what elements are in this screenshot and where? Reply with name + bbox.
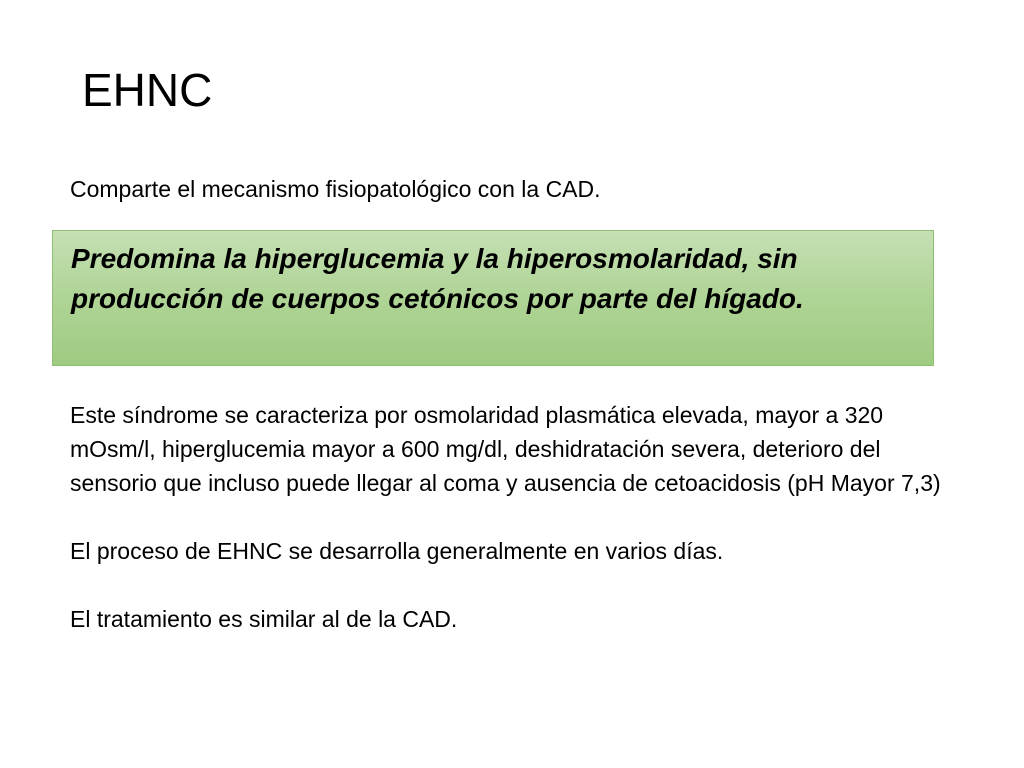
process-duration-text: El proceso de EHNC se desarrolla generalmente en varios días. xyxy=(70,538,724,564)
intro-text: Comparte el mecanismo fisiopatológico con la CAD. xyxy=(70,176,601,202)
body-content xyxy=(70,398,950,636)
slide-title: EHNC xyxy=(82,64,213,116)
syndrome-description: Este síndrome se caracteriza por osmolaridad plasmática elevada, mayor a 320 mOsm/l, hiperglucemia mayor a 600 mg/dl, deshidratación severa, deterioro del sensorio que incluso puede llegar al coma y ausencia de cetoacidosis (pH Mayor 7,3) xyxy=(70,402,941,496)
highlight-box xyxy=(52,230,934,366)
treatment-text: El tratamiento es similar al de la CAD. xyxy=(70,606,458,632)
highlight-text: Predomina la hiperglucemia y la hiperosmolaridad, sin producción de cuerpos cetónicos por parte del hígado. xyxy=(71,243,804,314)
